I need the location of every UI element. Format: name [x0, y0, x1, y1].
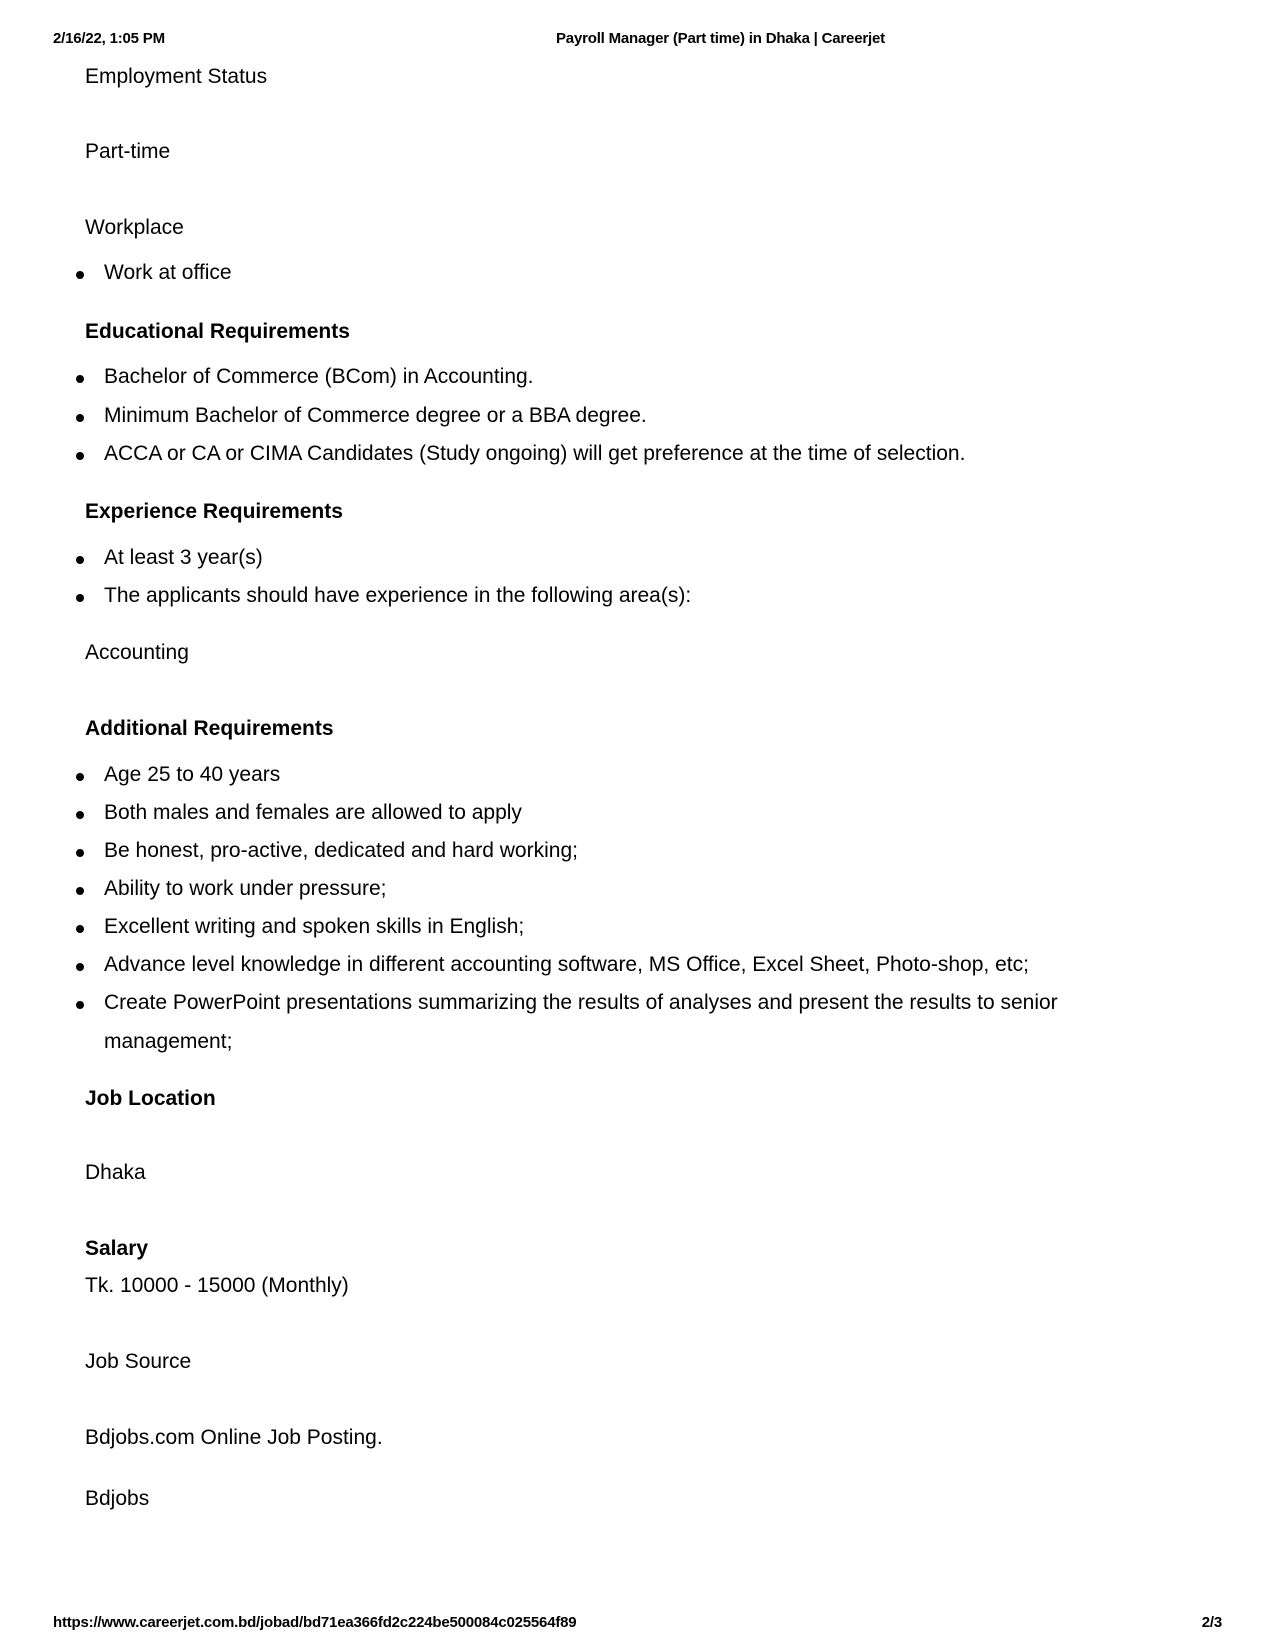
experience-item: At least 3 year(s)	[104, 546, 263, 569]
education-item: Bachelor of Commerce (BCom) in Accounting.	[104, 365, 534, 388]
additional-item: Be honest, pro-active, dedicated and hard working;	[104, 839, 578, 862]
additional-item: Ability to work under pressure;	[104, 877, 387, 900]
print-date: 2/16/22, 1:05 PM	[53, 30, 165, 47]
print-header	[0, 30, 1275, 50]
additional-requirements-heading: Additional Requirements	[85, 717, 334, 740]
bullet-icon	[76, 1001, 84, 1009]
job-location-value: Dhaka	[85, 1161, 146, 1184]
additional-item: Create PowerPoint presentations summarizing the results of analyses and present the results to senior management;	[104, 991, 1058, 1053]
bullet-icon	[76, 594, 84, 602]
education-item: Minimum Bachelor of Commerce degree or a BBA degree.	[104, 404, 647, 427]
bullet-icon	[76, 375, 84, 383]
salary-heading: Salary	[85, 1237, 149, 1260]
bullet-icon	[76, 963, 84, 971]
job-source-value: Bdjobs.com Online Job Posting.	[85, 1426, 383, 1449]
additional-item: Advance level knowledge in different accounting software, MS Office, Excel Sheet, Photo-shop, etc;	[104, 953, 1029, 976]
page-number: 2/3	[1201, 1614, 1222, 1631]
workplace-item: Work at office	[104, 261, 232, 284]
job-location-heading: Job Location	[85, 1087, 216, 1110]
print-footer	[0, 1614, 1275, 1634]
bullet-icon	[76, 925, 84, 933]
bullet-icon	[76, 811, 84, 819]
experience-requirements-heading: Experience Requirements	[85, 500, 343, 523]
education-item: ACCA or CA or CIMA Candidates (Study ongoing) will get preference at the time of selection.	[104, 442, 966, 465]
salary-value: Tk. 10000 - 15000 (Monthly)	[85, 1274, 349, 1297]
additional-item: Age 25 to 40 years	[104, 763, 281, 786]
bullet-icon	[76, 556, 84, 564]
bullet-icon	[76, 773, 84, 781]
bullet-icon	[76, 452, 84, 460]
bullet-icon	[76, 414, 84, 422]
company-name: Bdjobs	[85, 1487, 150, 1510]
employment-status-label: Employment Status	[85, 65, 268, 88]
experience-item: The applicants should have experience in the following area(s):	[104, 584, 692, 607]
workplace-label: Workplace	[85, 216, 184, 239]
employment-status-value: Part-time	[85, 140, 171, 163]
page-url: https://www.careerjet.com.bd/jobad/bd71ea366fd2c224be500084c025564f89	[53, 1614, 577, 1631]
bullet-icon	[76, 887, 84, 895]
bullet-icon	[76, 849, 84, 857]
experience-area: Accounting	[85, 641, 189, 664]
additional-item: Excellent writing and spoken skills in English;	[104, 915, 525, 938]
bullet-icon	[76, 271, 84, 279]
job-source-label: Job Source	[85, 1350, 192, 1373]
educational-requirements-heading: Educational Requirements	[85, 320, 350, 343]
additional-item: Both males and females are allowed to apply	[104, 801, 522, 824]
page-title: Payroll Manager (Part time) in Dhaka | Careerjet	[556, 30, 885, 47]
